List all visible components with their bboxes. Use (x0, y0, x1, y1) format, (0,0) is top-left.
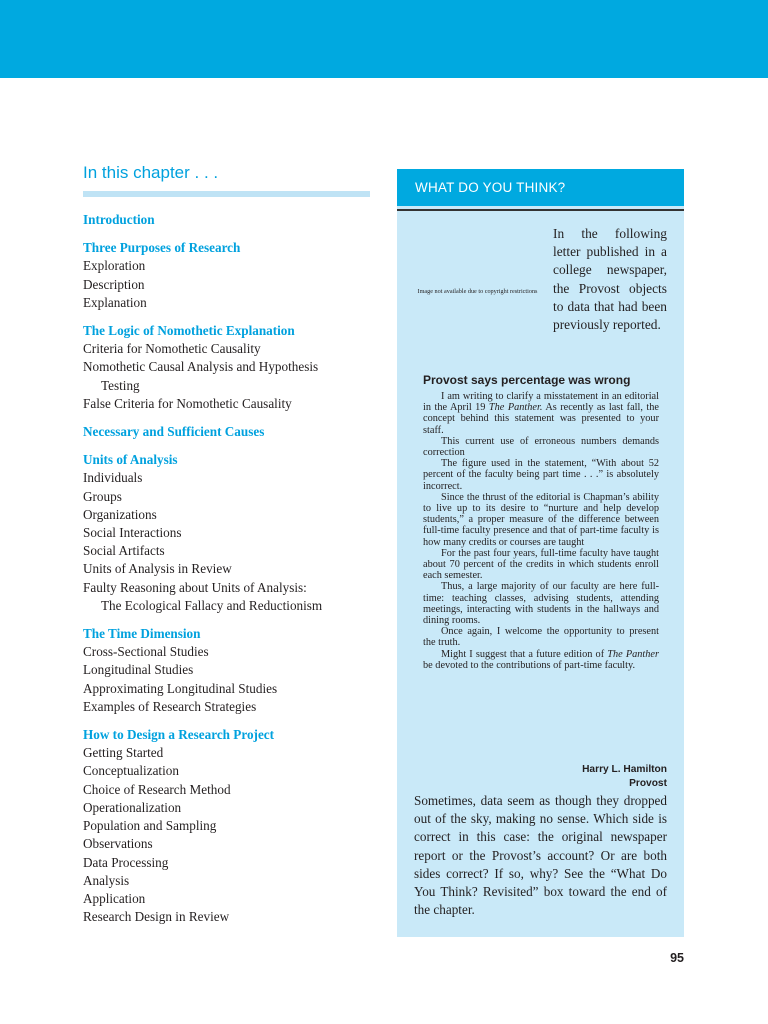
what-do-you-think-box (397, 169, 684, 937)
table-of-contents (83, 211, 383, 926)
letter-paragraph: This current use of erroneous numbers demands correction (423, 435, 659, 459)
letter-paragraph: Since the thrust of the editorial is Chapman’s ability to live up to its desire to “nurture and help develop students,” a proper measure of the difference between full-time faculty presence and that of part-time faculty is how many credits or courses are taught (423, 491, 659, 548)
signature-name: Harry L. Hamilton (582, 764, 667, 775)
signature-title: Provost (629, 777, 667, 789)
toc-item[interactable]: Description (83, 276, 145, 292)
toc-item[interactable]: Analysis (83, 872, 130, 888)
toc-item[interactable]: Units of Analysis in Review (83, 561, 232, 577)
toc-item[interactable]: Faulty Reasoning about Units of Analysis: (83, 579, 307, 595)
toc-item[interactable]: Application (83, 890, 146, 906)
toc-item[interactable]: Social Artifacts (83, 543, 165, 559)
letter-signature (423, 763, 667, 790)
newspaper-name: The Panther. (488, 402, 543, 414)
toc-item[interactable]: Conceptualization (83, 763, 179, 779)
image-unavailable-note: Image not available due to copyright restrictions (417, 288, 538, 295)
letter-paragraph: Might I suggest that a future edition of The Panther be devoted to the contributions of part-time faculty. (423, 648, 659, 671)
page-number: 95 (670, 951, 684, 965)
newspaper-name: The Panther (607, 648, 659, 660)
toc-item[interactable]: Population and Sampling (83, 818, 217, 834)
toc-heading: In this chapter . . . (83, 163, 219, 182)
letter-body (423, 391, 659, 671)
letter-paragraph: For the past four years, full-time faculty have taught about 70 percent of the credits in which students enroll each semester. (423, 547, 659, 582)
toc-item[interactable]: Longitudinal Studies (83, 662, 194, 678)
toc-section-title[interactable]: Necessary and Sufficient Causes (83, 424, 265, 440)
toc-item[interactable]: Research Design in Review (83, 909, 230, 925)
letter-title: Provost says percentage was wrong (423, 373, 631, 387)
header-band (0, 0, 768, 78)
toc-item[interactable]: Operationalization (83, 799, 182, 815)
toc-item[interactable]: Exploration (83, 258, 146, 274)
toc-item[interactable]: Criteria for Nomothetic Causality (83, 341, 261, 357)
toc-item[interactable]: Cross-Sectional Studies (83, 644, 209, 660)
toc-section-title[interactable]: How to Design a Research Project (83, 727, 275, 743)
toc-item[interactable]: Observations (83, 836, 153, 852)
letter-paragraph: The figure used in the statement, “With about 52 percent of the faculty being part time . . .” is absolutely incorrect. (423, 458, 659, 492)
toc-section-title[interactable]: Introduction (83, 212, 155, 227)
toc-item[interactable]: False Criteria for Nomothetic Causality (83, 395, 292, 411)
toc-item[interactable]: Explanation (83, 294, 147, 310)
box-closing: Sometimes, data seem as though they dropped out of the sky, making no sense. Which side is correct in this case: the original newspaper report or the Provost’s account? Or are both sides correct? If so, why? See the “What Do You Think? Revisited” box toward the end of the chapter. (414, 793, 667, 918)
box-intro: In the following letter published in a college newspaper, the Provost objects to data that had been previously reported. (553, 226, 667, 333)
toc-section-title[interactable]: The Logic of Nomothetic Explanation (83, 323, 295, 339)
letter-paragraph: Thus, a large majority of our faculty are here full-time: teaching classes, advising students, attending meetings, interacting with students in the hallways and dining rooms. (423, 581, 659, 627)
toc-item[interactable]: Individuals (83, 470, 143, 486)
toc-item[interactable]: Groups (83, 488, 122, 504)
toc-item[interactable]: Approximating Longitudinal Studies (83, 680, 278, 696)
letter-paragraph: Once again, I welcome the opportunity to present the truth. (423, 626, 659, 649)
toc-section-title[interactable]: Units of Analysis (83, 452, 178, 468)
toc-section-title[interactable]: Three Purposes of Research (83, 240, 241, 256)
toc-item-continued[interactable]: The Ecological Fallacy and Reductionism (101, 597, 323, 613)
toc-rule (83, 191, 370, 197)
toc-item[interactable]: Nomothetic Causal Analysis and Hypothesis (83, 359, 319, 375)
toc-item-continued[interactable]: Testing (101, 377, 140, 393)
toc-item[interactable]: Choice of Research Method (83, 781, 231, 797)
toc-item[interactable]: Data Processing (83, 854, 169, 870)
toc-item[interactable]: Social Interactions (83, 525, 182, 541)
letter-paragraph: I am writing to clarify a misstatement in an editorial in the April 19 The Panther. As recently as last fall, the concept behind this statement was presented to your staff. (423, 391, 659, 436)
toc-item[interactable]: Getting Started (83, 745, 164, 761)
toc-section-title[interactable]: The Time Dimension (83, 626, 201, 642)
box-header: WHAT DO YOU THINK? (397, 169, 684, 206)
toc-item[interactable]: Examples of Research Strategies (83, 698, 257, 714)
toc-item[interactable]: Organizations (83, 506, 157, 522)
box-divider (397, 209, 684, 211)
